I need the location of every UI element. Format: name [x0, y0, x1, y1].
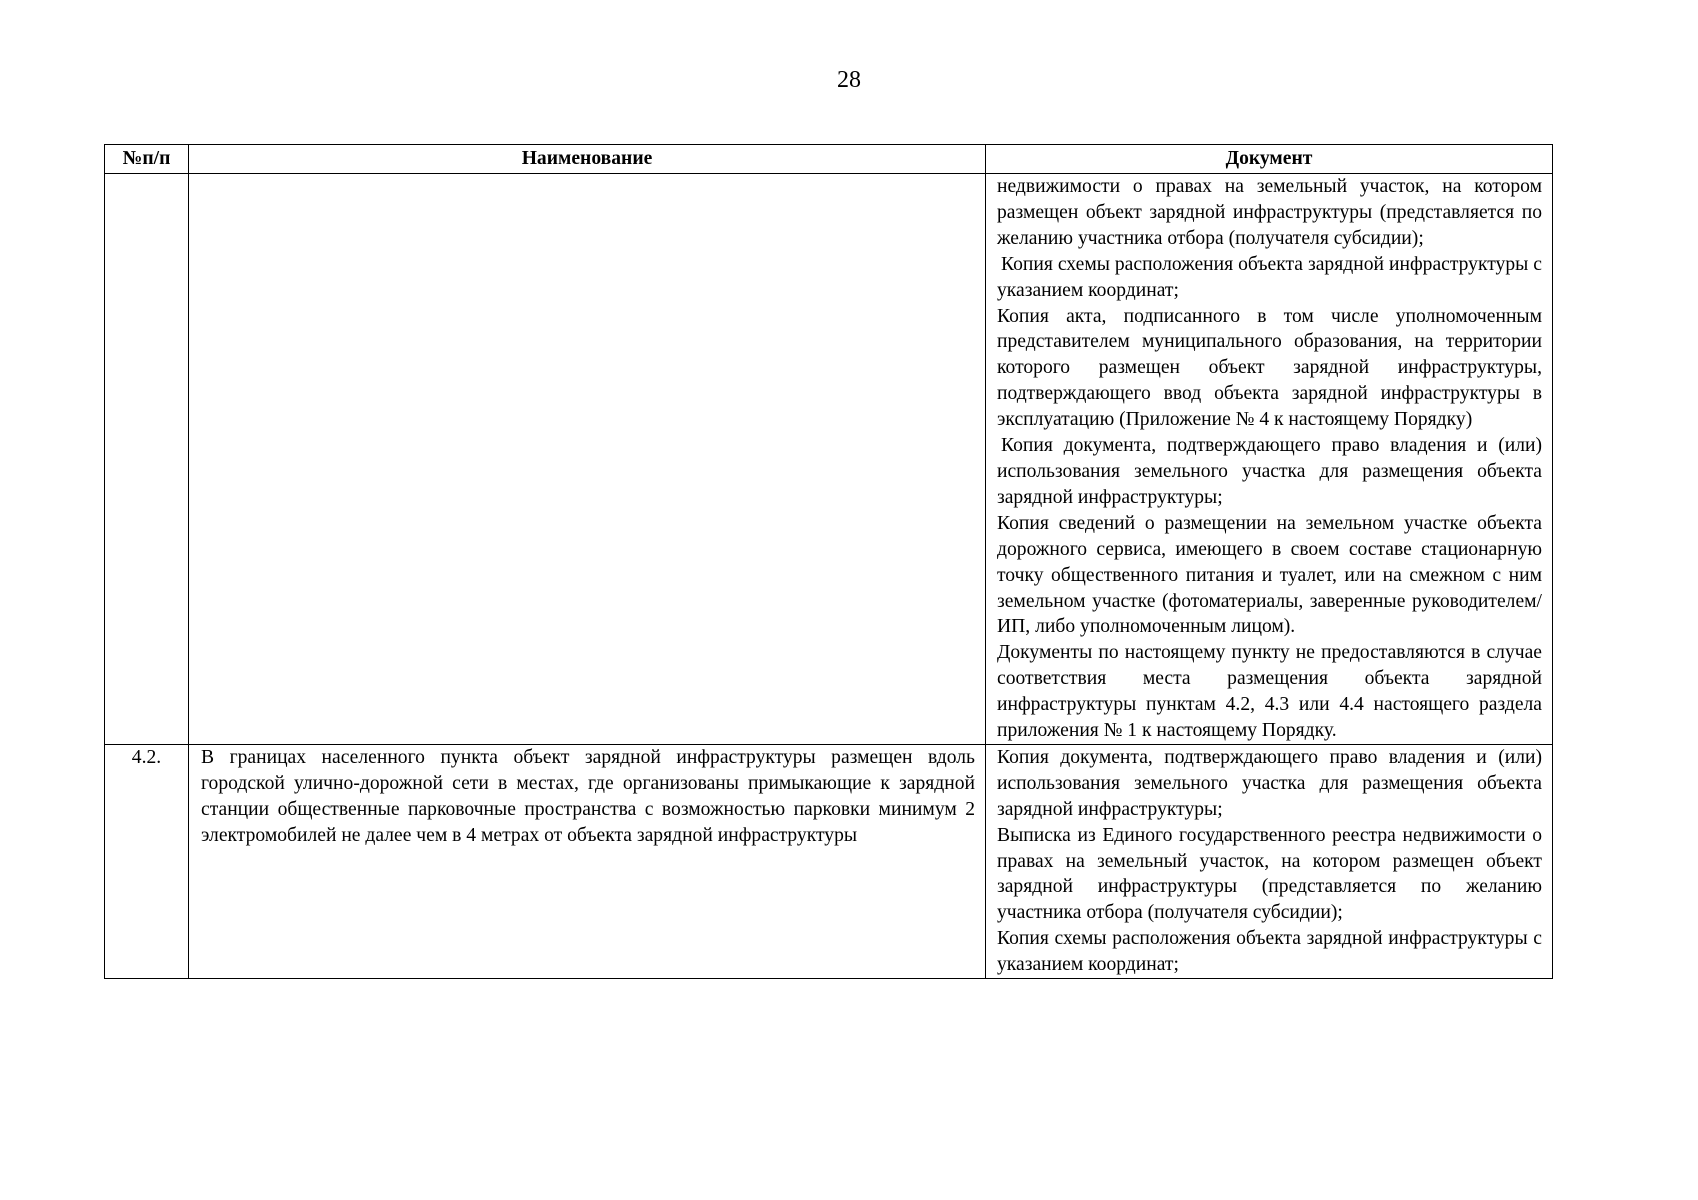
document-item: Копия акта, подписанного в том числе уполномоченным представителем муниципального образования, на территории которого размещен объект зарядной инфраструктуры, подтверждающего ввод объекта зарядной инфраструктуры в эксплуатацию (Приложение № 4 к настоящему Порядку)	[997, 305, 1542, 431]
table-row	[105, 174, 1553, 745]
row-documents-cell	[986, 174, 1553, 745]
table-header-row	[105, 145, 1553, 174]
document-item: Копия сведений о размещении на земельном участке объекта дорожного сервиса, имеющего в своем составе стационарную точку общественного питания и туалет, или на смежном с ним земельном участке (фотоматериалы, заверенные руководителем/ИП, либо уполномоченным лицом).	[997, 512, 1542, 638]
header-document: Документ	[986, 145, 1553, 174]
row-name-cell: В границах населенного пункта объект зарядной инфраструктуры размещен вдоль городской улично-дорожной сети в местах, где организованы примыкающие к зарядной станции общественные парковочные пространства с возможностью парковки минимум 2 электромобилей не далее чем в 4 метрах от объекта зарядной инфраструктуры	[189, 744, 986, 978]
document-item: Документы по настоящему пункту не предоставляются в случае соответствия места размещения объекта зарядной инфраструктуры пунктам 4.2, 4.3 или 4.4 настоящего раздела приложения № 1 к настоящему Порядку.	[997, 642, 1542, 742]
row-name-cell	[189, 174, 986, 745]
header-number: №п/п	[105, 145, 189, 174]
document-item: Копия схемы расположения объекта зарядной инфраструктуры с указанием координат;	[997, 253, 1542, 301]
row-number-cell	[105, 174, 189, 745]
document-item: Выписка из Единого государственного реестра недвижимости о правах на земельный участок, на котором размещен объект зарядной инфраструктуры (представляется по желанию участника отбора (получателя субсидии);	[997, 824, 1542, 924]
table-row	[105, 744, 1553, 978]
document-item: недвижимости о правах на земельный участок, на котором размещен объект зарядной инфраструктуры (представляется по желанию участника отбора (получателя субсидии);	[997, 176, 1542, 249]
document-item: Копия документа, подтверждающего право владения и (или) использования земельного участка для размещения объекта зарядной инфраструктуры;	[997, 746, 1542, 820]
document-item: Копия документа, подтверждающего право владения и (или) использования земельного участка для размещения объекта зарядной инфраструктуры;	[997, 435, 1542, 508]
row-documents-cell	[986, 744, 1553, 978]
page-number: 28	[837, 67, 861, 93]
document-item: Копия схемы расположения объекта зарядной инфраструктуры с указанием координат;	[997, 928, 1542, 976]
documents-table	[104, 144, 1553, 979]
header-name: Наименование	[189, 145, 986, 174]
row-number-cell: 4.2.	[105, 744, 189, 978]
